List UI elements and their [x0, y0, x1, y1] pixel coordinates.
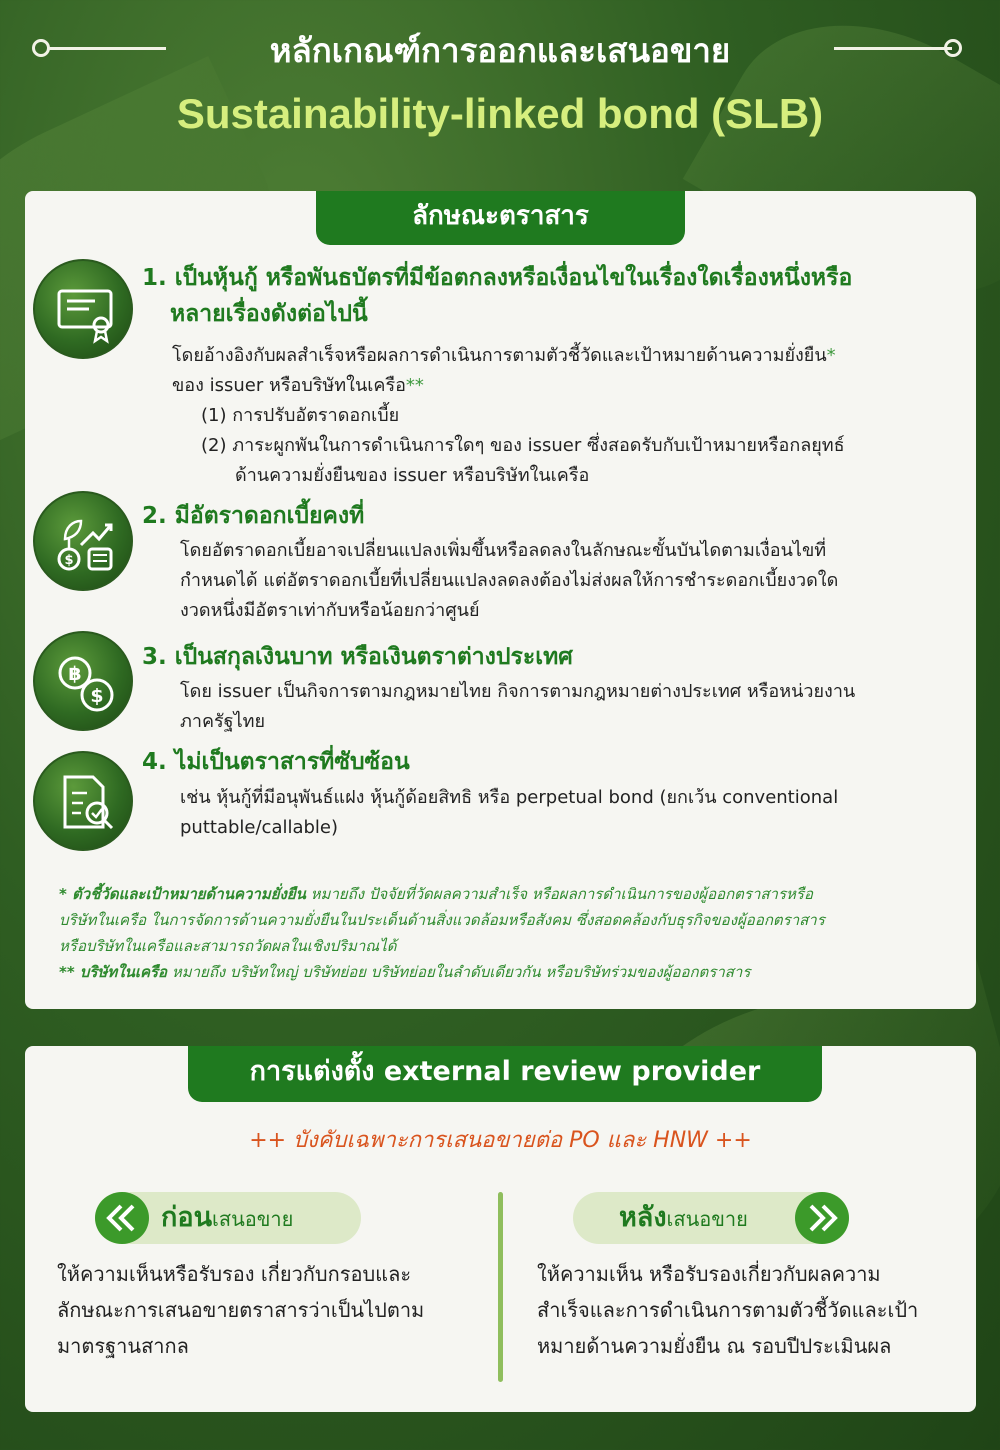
mandatory-note: ++ บังคับเฉพาะการเสนอขายต่อ PO และ HNW ++ — [249, 1128, 752, 1153]
document-check-icon — [33, 751, 133, 851]
footnotes — [59, 881, 959, 985]
before-offering-label — [95, 1192, 361, 1244]
svg-text:$: $ — [64, 553, 74, 568]
after-description-line3: หมายด้านความยั่งยืน ณ รอบปีประเมินผล — [537, 1334, 892, 1358]
characteristic-3-text-line2: ภาครัฐไทย — [180, 711, 266, 732]
before-label-big: ก่อน — [161, 1202, 213, 1233]
page-title-thai: หลักเกณฑ์การออกและเสนอขาย — [269, 31, 731, 70]
footnote-1-term: * ตัวชี้วัดและเป้าหมายด้านความยั่งยืน — [59, 885, 306, 903]
characteristics-card — [25, 191, 976, 1009]
footnote-2 — [59, 959, 959, 985]
before-offering-description — [57, 1256, 487, 1364]
title-decor-dot-right — [944, 39, 962, 57]
page-header — [0, 0, 1000, 180]
characteristic-1-title-line1: 1. เป็นหุ้นกู้ หรือพันธบัตรที่มีข้อตกลงหรือเงื่อนไขในเรื่องใดเรื่องหนึ่งหรือ — [142, 265, 853, 291]
before-offering-text — [161, 1192, 293, 1247]
svg-text:฿: ฿ — [68, 663, 82, 685]
characteristic-1-text-line1 — [172, 341, 972, 371]
footnote-1-line1 — [59, 881, 959, 907]
before-label-small: เสนอขาย — [212, 1207, 294, 1231]
after-description-line2: สำเร็จและการดำเนินการตามตัวชี้วัดและเป้า — [537, 1298, 919, 1322]
after-offering-description — [537, 1256, 967, 1364]
footnote-1-definition: หมายถึง ปัจจัยที่วัดผลความสำเร็จ หรือผลการดำเนินการของผู้ออกตราสารหรือ — [305, 885, 813, 903]
characteristic-1-sub-2-line2: ด้านความยั่งยืนของ issuer หรือบริษัทในเครือ — [235, 465, 590, 486]
before-description-line1: ให้ความเห็นหรือรับรอง เกี่ยวกับกรอบและ — [57, 1262, 412, 1286]
after-offering-text — [619, 1192, 748, 1247]
footnote-mark-single: * — [826, 345, 836, 366]
characteristic-2-text-line1: โดยอัตราดอกเบี้ยอาจเปลี่ยนแปลงเพิ่มขึ้นหรือลดลงในลักษณะขั้นบันไดตามเงื่อนไขที่ — [180, 540, 827, 561]
characteristic-item-2 — [25, 489, 976, 629]
external-review-card — [25, 1046, 976, 1412]
footnote-1-line2: บริษัทในเครือ ในการจัดการด้านความยั่งยืนในประเด็นด้านสิ่งแวดล้อมหรือสังคม ซึ่งสอดคล้องกับธุรกิจของผู้ออกตราสาร — [59, 911, 825, 929]
characteristic-2-text-line2: กำหนดได้ แต่อัตราดอกเบี้ยที่เปลี่ยนแปลงลดลงต้องไม่ส่งผลให้การชำระดอกเบี้ยงวดใด — [180, 570, 839, 591]
characteristic-1-sub-1: (1) การปรับอัตราดอกเบี้ย — [201, 405, 400, 426]
double-chevron-left-icon — [95, 1192, 149, 1244]
after-label-small: เสนอขาย — [666, 1207, 748, 1231]
title-decor-line-left — [48, 47, 166, 50]
growth-coin-icon — [33, 491, 133, 591]
characteristic-4-title: 4. ไม่เป็นตราสารที่ซับซ้อน — [142, 749, 410, 775]
characteristic-1-text-line1-body: โดยอ้างอิงกับผลสำเร็จหรือผลการดำเนินการตามตัวชี้วัดและเป้าหมายด้านความยั่งยืน — [172, 345, 827, 366]
footnote-mark-double: ** — [405, 375, 424, 396]
after-offering-label — [573, 1192, 849, 1244]
characteristic-item-4 — [25, 749, 976, 859]
after-label-big: หลัง — [619, 1202, 667, 1233]
characteristic-3-title: 3. เป็นสกุลเงินบาท หรือเงินตราต่างประเทศ — [142, 644, 573, 670]
footnote-2-term: ** บริษัทในเครือ — [59, 963, 168, 981]
characteristic-2-title: 2. มีอัตราดอกเบี้ยคงที่ — [142, 503, 365, 529]
footnote-1-line3: หรือบริษัทในเครือและสามารถวัดผลในเชิงปริมาณได้ — [59, 937, 397, 955]
certificate-icon — [33, 259, 133, 359]
title-row — [0, 22, 1000, 74]
characteristic-2-text-line3: งวดหนึ่งมีอัตราเท่ากับหรือน้อยกว่าศูนย์ — [180, 600, 480, 621]
characteristic-3-text-line1: โดย issuer เป็นกิจการตามกฎหมายไทย กิจการตามกฎหมายต่างประเทศ หรือหน่วยงาน — [180, 681, 856, 702]
title-decor-line-right — [834, 47, 952, 50]
before-description-line3: มาตรฐานสากล — [57, 1334, 189, 1358]
footnote-2-definition: หมายถึง บริษัทใหญ่ บริษัทย่อย บริษัทย่อยในลำดับเดียวกัน หรือบริษัทร่วมของผู้ออกตราสาร — [167, 963, 751, 981]
characteristic-1-text-line2-body: ของ issuer หรือบริษัทในเครือ — [172, 375, 406, 396]
characteristic-1-text-line2 — [172, 371, 972, 401]
svg-text:$: $ — [90, 685, 104, 707]
characteristics-heading: ลักษณะตราสาร — [316, 191, 685, 245]
external-review-heading: การแต่งตั้ง external review provider — [188, 1046, 822, 1102]
currency-coins-icon — [33, 631, 133, 731]
double-chevron-right-icon — [795, 1192, 849, 1244]
characteristic-1-title-line2: หลายเรื่องดังต่อไปนี้ — [170, 301, 368, 327]
characteristic-1-sub-2-line1: (2) ภาระผูกพันในการดำเนินการใดๆ ของ issuer ซึ่งสอดรับกับเป้าหมายหรือกลยุทธ์ — [201, 435, 845, 456]
characteristic-4-text-line2: puttable/callable) — [180, 817, 339, 838]
characteristic-item-1 — [25, 251, 976, 491]
after-description-line1: ให้ความเห็น หรือรับรองเกี่ยวกับผลความ — [537, 1262, 881, 1286]
column-divider — [498, 1192, 503, 1382]
before-description-line2: ลักษณะการเสนอขายตราสารว่าเป็นไปตาม — [57, 1298, 425, 1322]
characteristic-item-3 — [25, 629, 976, 739]
characteristic-4-text-line1: เช่น หุ้นกู้ที่มีอนุพันธ์แฝง หุ้นกู้ด้อยสิทธิ หรือ perpetual bond (ยกเว้น conventional — [180, 787, 839, 808]
page-title-english: Sustainability-linked bond (SLB) — [176, 90, 824, 137]
